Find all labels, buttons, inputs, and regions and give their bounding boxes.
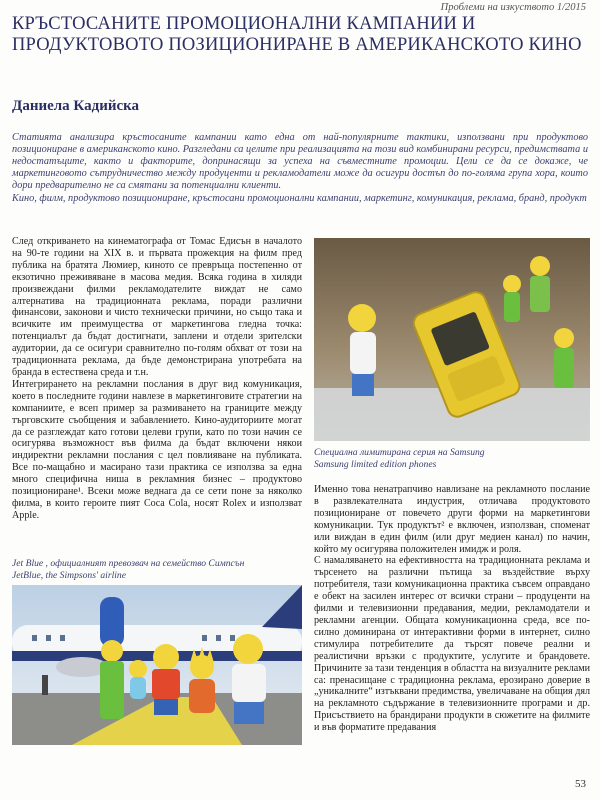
page-number: 53 [575,778,586,790]
photo-samsung-simpsons [314,238,590,441]
body-paragraph: След откриването на кинематографа от Томас Едисън в началото на 90-те години на XIX в. и първата прожекция на филм пред публика на братята Люмиер, киното се превръща постепенно от екзотично преживяване в масова медия. Всяка година в хиляди произвеждани филми рекламодателите виждат не само алтернатива на традиционната реклама, поради различни финансови, законови и чисто технически причини, но също така и всичките им преимущества от маркетингова гледна точка: потенциалът да бъдат достигнати, заплени и отдели зрителски аудитории, да се осигури сравнително по-голям обхват от този на традиционната реклама, да бъде демонстрирана употребата на бранда в естествена среда и т.н. Интегрирането на рекламни послания в друг вид комуникация, което в последните години навлезе в маркетинговите стратегии на компаниите, е всеп пример за размиването на границите между търговските съобщения и забавлението. Кино-аудиториите могат да се разглеждат като готови целеви групи, като по този начин се осигурява възможност във филма да бъдат включени някои индиректни рекламни послания с цел повлияване на публиката. Все по-мащабно и масирано тази практика се използва за една много специфична ниша в рекламния бизнес – продуктово позициониране¹. Всеки може веднага да се сети поне за няколко филма, в които героите пият Coca Cola, носят Rolex и използват Apple. [12,236,302,521]
jetblue-illustration [12,585,302,745]
photo-jetblue-simpsons [12,585,302,745]
running-head: Проблеми на изкуството 1/2015 [440,2,586,13]
caption-samsung: Специална лимитирана серия на Samsung Samsung limited edition phones [314,447,485,470]
caption-jetblue: Jet Blue , официалният превозвач на семейство Симпсън JetBlue, the Simpsons' airline [12,558,245,581]
body-paragraph: Именно това ненатрапчиво навлизане на рекламното послание в развлекателната индустрия, отличава продуктовото позициониране от повечето други форми на маркетингови комуникации. Тук продуктът² е включен, използван, споменат или виждан в един филм (или друг медиен канал) по начин, който му осигурява положителен имидж и роля. С намаляването на ефективността на традиционната реклама и търсенето на различни пътища за въздействие върху потребителя, тази комуникационна практика съвсем оправдано е обект на засилен интерес от всички страни – продуценти на филми и телевизионни предавания, медии, рекламодатели и рекламни агенции. Общата комуникационна среда, все по-силно доминирана от интерактивни форми в интернет, силно стимулира потребителите да търсят повече реални и реалистични връзки с продуктите, услугите и брандовете. Причините за тази тенденция в областта на визуалните реклами са: пренасищане с традиционна реклама, ерозирано доверие в „уникалните“ изтъквани предимства, увеличаване на общия дял на рекламното съдържание в телевизионните програми и др. Присъствието на брандирани продукти в сюжетите на филмите и във форматите предавания [314,484,591,734]
article-author: Даниела Кадийска [12,98,140,114]
right-column [314,484,590,734]
left-column [12,236,302,522]
keywords: Кино, филм, продуктово позициониране, кръстосани промоционални кампании, маркетинг, комуникация, реклама, бранд, продукт [12,193,587,204]
samsung-illustration [314,238,590,441]
abstract: Статията анализира кръстосаните кампании като една от най-популярните тактики, използвани при продуктово позициониране в американското кино. Разгледани са целите при реализацията на този вид комбинирани ресурси, предимствата и недостатъците, както и факторите, допринасящи за успеха на съвместните промоции. Цели се да се докаже, че маркетинговото сътрудничество между продуценти и рекламодатели може да осигури достъп до по-голяма група хора, които дори предварително не са смятани за потенциални клиенти. [12,132,588,191]
article-title: КРЪСТОСАНИТЕ ПРОМОЦИОНАЛНИ КАМПАНИИ И ПРОДУКТОВОТО ПОЗИЦИОНИРАНЕ В АМЕРИКАНСКОТО КИНО [12,14,582,55]
